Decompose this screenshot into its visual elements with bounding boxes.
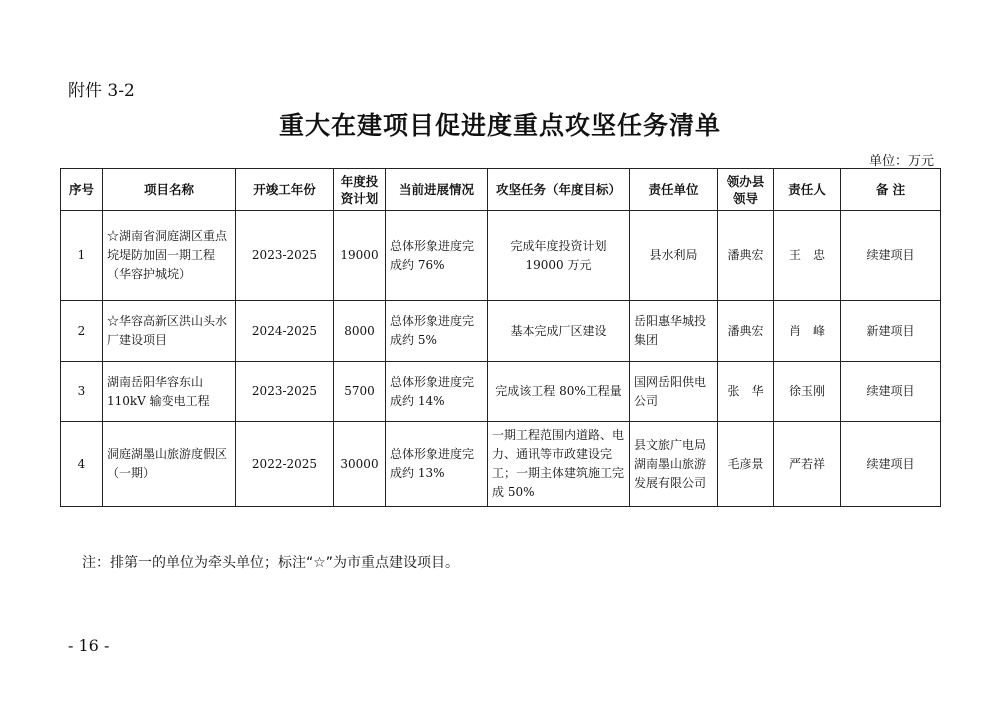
- table-row: [61, 211, 941, 301]
- cell-progress: 总体形象进度完成约 5%: [386, 301, 488, 362]
- header-county-leader: 领办县领导: [718, 169, 774, 211]
- page-number: - 16 -: [68, 636, 110, 655]
- cell-annual-investment: 8000: [334, 301, 386, 362]
- cell-county-leader: 潘典宏: [718, 211, 774, 301]
- cell-key-task: 一期工程范围内道路、电力、通讯等市政建设完工；一期主体建筑施工完成 50%: [488, 422, 630, 507]
- cell-annual-investment: 19000: [334, 211, 386, 301]
- header-annual-investment: 年度投资计划: [334, 169, 386, 211]
- cell-person-in-charge: 严若祥: [774, 422, 841, 507]
- header-remarks: 备 注: [841, 169, 941, 211]
- cell-key-task: 基本完成厂区建设: [488, 301, 630, 362]
- cell-remarks: 续建项目: [841, 422, 941, 507]
- table-header-row: [61, 169, 941, 211]
- cell-annual-investment: 30000: [334, 422, 386, 507]
- cell-key-task: 完成该工程 80%工程量: [488, 362, 630, 422]
- footnote: 注：排第一的单位为牵头单位；标注“☆”为市重点建设项目。: [82, 555, 460, 571]
- cell-years: 2023-2025: [236, 211, 334, 301]
- attachment-label: 附件 3-2: [68, 81, 135, 101]
- table-row: [61, 362, 941, 422]
- cell-person-in-charge: 王 忠: [774, 211, 841, 301]
- table-row: [61, 301, 941, 362]
- cell-index: 3: [61, 362, 103, 422]
- cell-remarks: 续建项目: [841, 211, 941, 301]
- cell-years: 2024-2025: [236, 301, 334, 362]
- cell-progress: 总体形象进度完成约 14%: [386, 362, 488, 422]
- cell-project-name: ☆湖南省洞庭湖区重点垸堤防加固一期工程（华容护城垸）: [103, 211, 236, 301]
- header-index: 序号: [61, 169, 103, 211]
- header-person-in-charge: 责任人: [774, 169, 841, 211]
- cell-responsible-unit: 县文旅广电局湖南墨山旅游发展有限公司: [630, 422, 718, 507]
- cell-county-leader: 张 华: [718, 362, 774, 422]
- cell-responsible-unit: 岳阳惠华城投集团: [630, 301, 718, 362]
- table-row: [61, 422, 941, 507]
- document-title: 重大在建项目促进度重点攻坚任务清单: [278, 111, 721, 140]
- cell-progress: 总体形象进度完成约 13%: [386, 422, 488, 507]
- header-key-task: 攻坚任务（年度目标）: [488, 169, 630, 211]
- cell-project-name: ☆华容高新区洪山头水厂建设项目: [103, 301, 236, 362]
- cell-county-leader: 毛彦景: [718, 422, 774, 507]
- cell-index: 2: [61, 301, 103, 362]
- cell-person-in-charge: 肖 峰: [774, 301, 841, 362]
- unit-label: 单位：万元: [868, 154, 934, 169]
- header-years: 开竣工年份: [236, 169, 334, 211]
- header-progress: 当前进展情况: [386, 169, 488, 211]
- cell-responsible-unit: 国网岳阳供电公司: [630, 362, 718, 422]
- cell-remarks: 续建项目: [841, 362, 941, 422]
- header-project-name: 项目名称: [103, 169, 236, 211]
- cell-remarks: 新建项目: [841, 301, 941, 362]
- cell-annual-investment: 5700: [334, 362, 386, 422]
- cell-person-in-charge: 徐玉刚: [774, 362, 841, 422]
- cell-project-name: 洞庭湖墨山旅游度假区（一期）: [103, 422, 236, 507]
- cell-years: 2022-2025: [236, 422, 334, 507]
- cell-index: 4: [61, 422, 103, 507]
- cell-county-leader: 潘典宏: [718, 301, 774, 362]
- cell-key-task: 完成年度投资计划 19000 万元: [488, 211, 630, 301]
- cell-responsible-unit: 县水利局: [630, 211, 718, 301]
- cell-project-name: 湖南岳阳华容东山 110kV 输变电工程: [103, 362, 236, 422]
- cell-index: 1: [61, 211, 103, 301]
- cell-years: 2023-2025: [236, 362, 334, 422]
- header-responsible-unit: 责任单位: [630, 169, 718, 211]
- task-table: [60, 168, 941, 507]
- cell-progress: 总体形象进度完成约 76%: [386, 211, 488, 301]
